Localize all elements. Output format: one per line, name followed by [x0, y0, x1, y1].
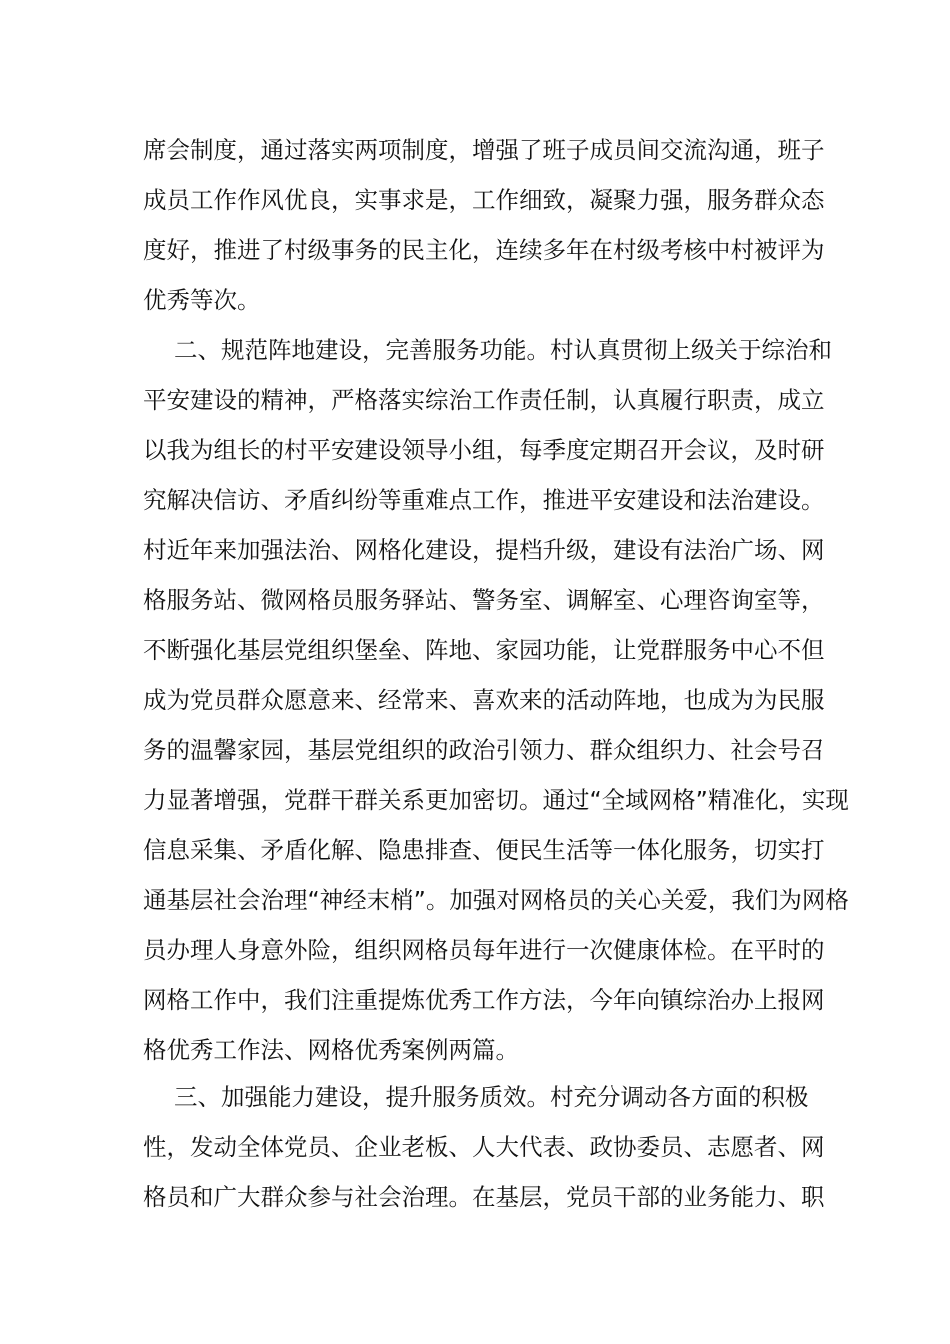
text-line: 格优秀工作法、网格优秀案例两篇。 — [143, 1036, 519, 1064]
text-line: 力显著增强，党群干群关系更加密切。通过“全域网格”精准化，实现 — [143, 786, 849, 814]
text-line: 平安建设的精神，严格落实综治工作责任制，认真履行职责，成立 — [143, 386, 825, 414]
text-line: 信息采集、矛盾化解、隐患排查、便民生活等一体化服务，切实打 — [143, 836, 825, 864]
paragraph-heading-line: 二、规范阵地建设，完善服务功能。村认真贯彻上级关于综治和 — [174, 336, 832, 364]
text-line: 席会制度，通过落实两项制度，增强了班子成员间交流沟通，班子 — [143, 136, 825, 164]
text-line: 通基层社会治理“神经末梢”。加强对网格员的关心关爱，我们为网格 — [143, 886, 849, 914]
text-line: 村近年来加强法治、网格化建设，提档升级，建设有法治广场、网 — [143, 536, 825, 564]
text-line: 成员工作作风优良，实事求是，工作细致，凝聚力强，服务群众态 — [143, 186, 825, 214]
text-line: 性，发动全体党员、企业老板、人大代表、政协委员、志愿者、网 — [143, 1133, 825, 1161]
text-line: 究解决信访、矛盾纠纷等重难点工作，推进平安建设和法治建设。 — [143, 486, 825, 514]
text-line: 成为党员群众愿意来、经常来、喜欢来的活动阵地，也成为为民服 — [143, 686, 825, 714]
text-line: 务的温馨家园，基层党组织的政治引领力、群众组织力、社会号召 — [143, 736, 825, 764]
text-line: 格服务站、微网格员服务驿站、警务室、调解室、心理咨询室等， — [143, 586, 825, 614]
text-line: 度好，推进了村级事务的民主化，连续多年在村级考核中村被评为 — [143, 236, 825, 264]
text-line: 优秀等次。 — [143, 286, 261, 314]
text-line: 以我为组长的村平安建设领导小组，每季度定期召开会议，及时研 — [143, 436, 825, 464]
text-line: 网格工作中，我们注重提炼优秀工作方法，今年向镇综治办上报网 — [143, 986, 825, 1014]
text-line: 不断强化基层党组织堡垒、阵地、家园功能，让党群服务中心不但 — [143, 636, 825, 664]
text-line: 格员和广大群众参与社会治理。在基层，党员干部的业务能力、职 — [143, 1183, 825, 1211]
text-line: 员办理人身意外险，组织网格员每年进行一次健康体检。在平时的 — [143, 936, 825, 964]
paragraph-heading-line: 三、加强能力建设，提升服务质效。村充分调动各方面的积极 — [174, 1083, 809, 1111]
